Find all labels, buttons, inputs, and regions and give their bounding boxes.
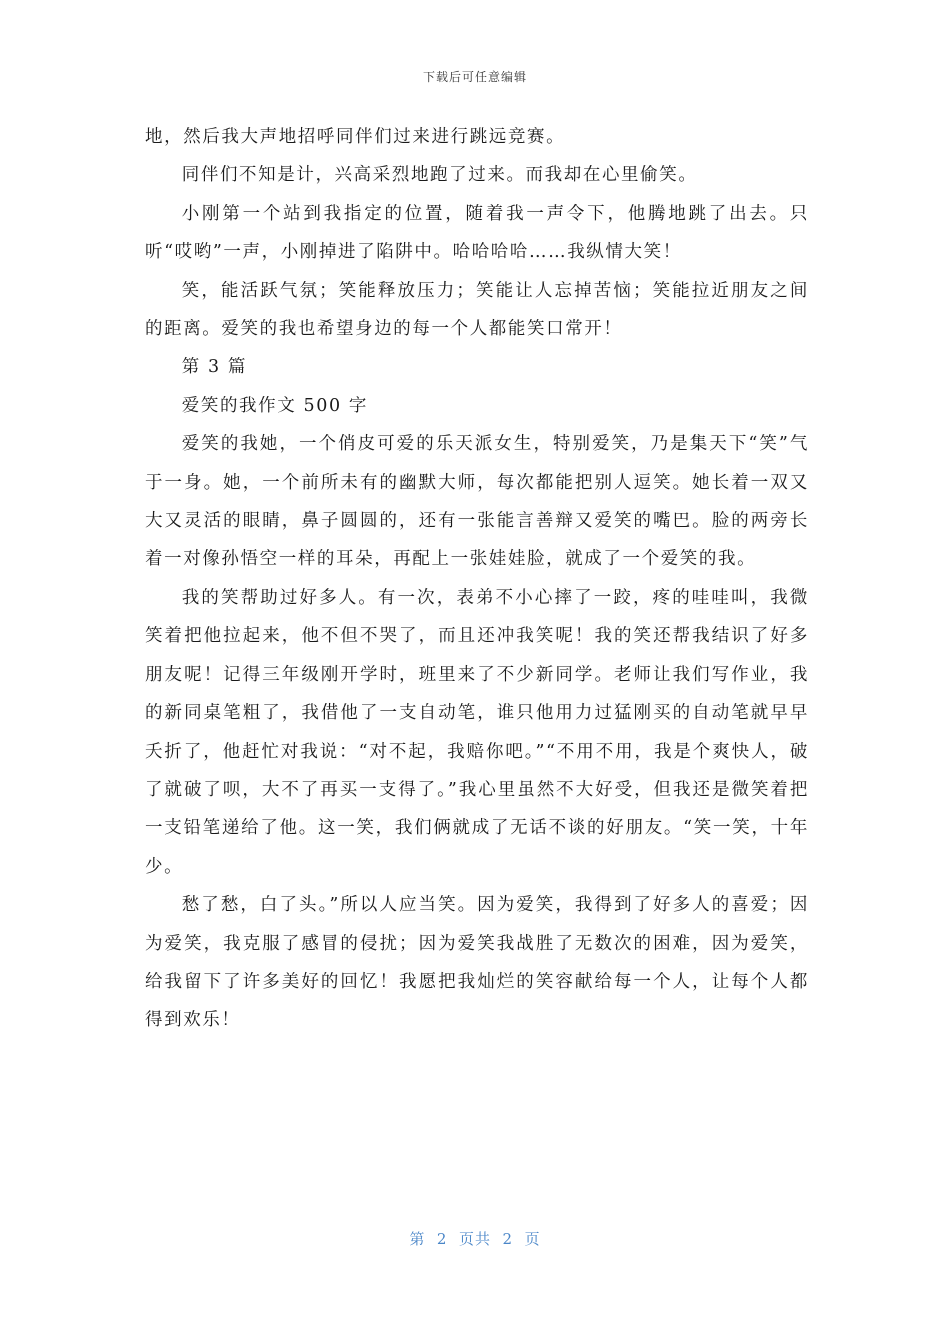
paragraph-4: 笑，能活跃气氛；笑能释放压力；笑能让人忘掉苦恼；笑能拉近朋友之间的距离。爱笑的我也希望身边的每一个人都能笑口常开！ <box>145 280 809 340</box>
section-number: 第 3 篇 <box>181 357 248 378</box>
paragraph-9: 愁了愁，白了头。”所以人应当笑。因为爱笑，我得到了好多人的喜爱；因为爱笑，我克服了感冒的侵扰；因为爱笑我战胜了无数次的困难，因为爱笑，给我留下了许多美好的回忆！我愿把我灿烂的笑容献给每一个人，让每个人都得到欢乐！ <box>145 895 809 1031</box>
paragraph-7: 爱笑的我她，一个俏皮可爱的乐天派女生，特别爱笑，乃是集天下“笑”气于一身。她，一个前所未有的幽默大师，每次都能把别人逗笑。她长着一双又大又灵活的眼睛，鼻子圆圆的，还有一张能言善辩又爱笑的嘴巴。脸的两旁长着一对像孙悟空一样的耳朵，再配上一张娃娃脸，就成了一个爱笑的我。 <box>145 434 809 570</box>
page-header: 下载后可任意编辑 <box>422 70 527 84</box>
paragraph-3: 小刚第一个站到我指定的位置，随着我一声令下，他腾地跳了出去。只听“哎哟”一声，小刚掉进了陷阱中。哈哈哈哈……我纵情大笑！ <box>145 203 809 263</box>
essay-title: 爱笑的我作文 500 字 <box>181 395 368 416</box>
paragraph-2: 同伴们不知是计，兴高采烈地跑了过来。而我却在心里偷笑。 <box>181 165 698 186</box>
document-body <box>145 118 809 1040</box>
paragraph-8: 我的笑帮助过好多人。有一次，表弟不小心摔了一跤，疼的哇哇叫，我微笑着把他拉起来，他不但不哭了，而且还冲我笑呢！我的笑还帮我结识了好多朋友呢！记得三年级刚开学时，班里来了不少新同学。老师让我们写作业，我的新同桌笔粗了，我借他了一支自动笔，谁只他用力过猛刚买的自动笔就早早夭折了，他赶忙对我说：“对不起，我赔你吧。”“不用不用，我是个爽快人，破了就破了呗，大不了再买一支得了。”我心里虽然不大好受，但我还是微笑着把一支铅笔递给了他。这一笑，我们俩就成了无话不谈的好朋友。“笑一笑，十年少。 <box>145 587 809 877</box>
paragraph-1: 地，然后我大声地招呼同伴们过来进行跳远竞赛。 <box>145 127 566 147</box>
page-footer: 第 2 页共 2 页 <box>409 1230 541 1248</box>
